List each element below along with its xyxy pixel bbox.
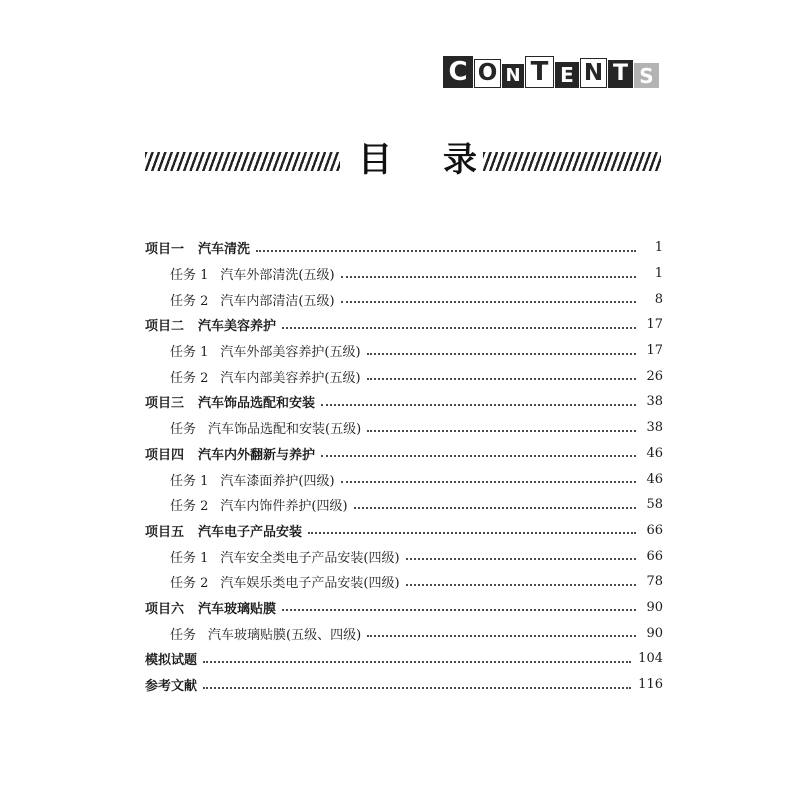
toc-leader-dots (321, 455, 636, 457)
banner-letter: O (474, 59, 501, 88)
toc-page-number: 66 (646, 548, 663, 564)
toc-entry-task (145, 261, 663, 287)
toc-page-number: 104 (638, 651, 663, 667)
toc-page-number: 1 (654, 240, 663, 256)
toc-title: 汽车清洗 (198, 242, 251, 258)
banner-letter: C (443, 56, 473, 88)
toc-page-number: 90 (646, 599, 663, 615)
toc-entry-section (145, 672, 663, 698)
toc-label: 项目三 (145, 396, 185, 412)
toc-title: 汽车内外翻新与养护 (198, 447, 316, 463)
toc-entry-task (145, 569, 663, 595)
toc-leader-dots (367, 635, 636, 637)
toc-page-number: 78 (646, 574, 663, 590)
toc-entry-project (145, 441, 663, 467)
toc-entry-project (145, 389, 663, 415)
toc-page-number: 66 (646, 522, 663, 538)
toc-title: 汽车电子产品安装 (198, 524, 303, 540)
table-of-contents (145, 235, 663, 697)
toc-entry-project (145, 595, 663, 621)
banner-letter: T (608, 60, 633, 88)
toc-label: 项目四 (145, 447, 185, 463)
toc-title: 汽车饰品选配和安装(五级) (208, 422, 362, 438)
toc-leader-dots (354, 507, 636, 509)
toc-title: 汽车漆面养护(四级) (220, 473, 335, 489)
banner-letter: N (580, 58, 607, 88)
toc-page-number: 58 (646, 497, 663, 513)
toc-page-number: 26 (646, 368, 663, 384)
toc-entry-section (145, 646, 663, 672)
toc-leader-dots (367, 378, 636, 380)
toc-label: 任务 1 (170, 550, 209, 566)
toc-leader-dots (406, 584, 636, 586)
toc-page-number: 17 (646, 317, 663, 333)
toc-page-number: 38 (646, 420, 663, 436)
toc-label: 项目二 (145, 319, 185, 335)
toc-label: 项目六 (145, 601, 185, 617)
toc-title: 汽车饰品选配和安装 (198, 396, 316, 412)
toc-entry-project (145, 518, 663, 544)
toc-leader-dots (203, 687, 631, 689)
toc-label: 任务 2 (170, 293, 209, 309)
banner-letter: T (525, 56, 554, 88)
toc-leader-dots (256, 250, 636, 252)
toc-page-number: 116 (638, 677, 663, 693)
toc-leader-dots (203, 661, 631, 663)
toc-page-number: 17 (646, 343, 663, 359)
toc-leader-dots (341, 276, 636, 278)
toc-entry-task (145, 338, 663, 364)
toc-entry-project (145, 235, 663, 261)
toc-leader-dots (341, 301, 636, 303)
toc-leader-dots (341, 481, 636, 483)
toc-entry-task (145, 363, 663, 389)
banner-letter: E (555, 62, 579, 88)
toc-entry-task (145, 466, 663, 492)
toc-page-number: 46 (646, 471, 663, 487)
toc-page-number: 46 (646, 445, 663, 461)
banner-letter: N (502, 64, 524, 88)
toc-label: 任务 1 (170, 345, 209, 361)
toc-title: 汽车外部清洗(五级) (220, 268, 335, 284)
toc-title: 汽车内部美容养护(五级) (220, 370, 361, 386)
toc-title: 汽车内饰件养护(四级) (220, 499, 348, 515)
toc-entry-project (145, 312, 663, 338)
toc-entry-task (145, 543, 663, 569)
toc-page-number: 90 (646, 625, 663, 641)
toc-leader-dots (367, 430, 636, 432)
toc-entry-task (145, 620, 663, 646)
toc-title: 汽车玻璃贴膜 (198, 601, 277, 617)
banner-letter: S (634, 63, 659, 88)
toc-page-number: 8 (654, 291, 663, 307)
toc-label: 任务 2 (170, 576, 209, 592)
toc-title: 模拟试题 (145, 653, 198, 669)
toc-label: 项目五 (145, 524, 185, 540)
toc-leader-dots (406, 558, 636, 560)
toc-title: 汽车娱乐类电子产品安装(四级) (220, 576, 400, 592)
toc-title: 汽车安全类电子产品安装(四级) (220, 550, 400, 566)
toc-title: 汽车外部美容养护(五级) (220, 345, 361, 361)
toc-label: 任务 (170, 422, 197, 438)
page-title-char: 目 (358, 140, 392, 180)
toc-entry-task (145, 286, 663, 312)
toc-entry-task (145, 415, 663, 441)
toc-entry-task (145, 492, 663, 518)
toc-title: 参考文献 (145, 679, 198, 695)
toc-leader-dots (282, 609, 636, 611)
toc-leader-dots (282, 327, 636, 329)
toc-label: 项目一 (145, 242, 185, 258)
toc-page-number: 38 (646, 394, 663, 410)
toc-title: 汽车玻璃贴膜(五级、四级) (208, 627, 362, 643)
toc-label: 任务 2 (170, 499, 209, 515)
toc-page-number: 1 (654, 266, 663, 282)
toc-title: 汽车美容养护 (198, 319, 277, 335)
toc-label: 任务 1 (170, 268, 209, 284)
heading-hatch-right (483, 152, 661, 171)
page-title-char: 录 (443, 140, 477, 180)
toc-title: 汽车内部清洁(五级) (220, 293, 335, 309)
toc-label: 任务 2 (170, 370, 209, 386)
toc-leader-dots (308, 532, 636, 534)
toc-label: 任务 1 (170, 473, 209, 489)
toc-leader-dots (367, 353, 636, 355)
toc-leader-dots (321, 404, 636, 406)
heading-hatch-left (145, 152, 340, 171)
contents-banner (443, 56, 659, 88)
toc-label: 任务 (170, 627, 197, 643)
